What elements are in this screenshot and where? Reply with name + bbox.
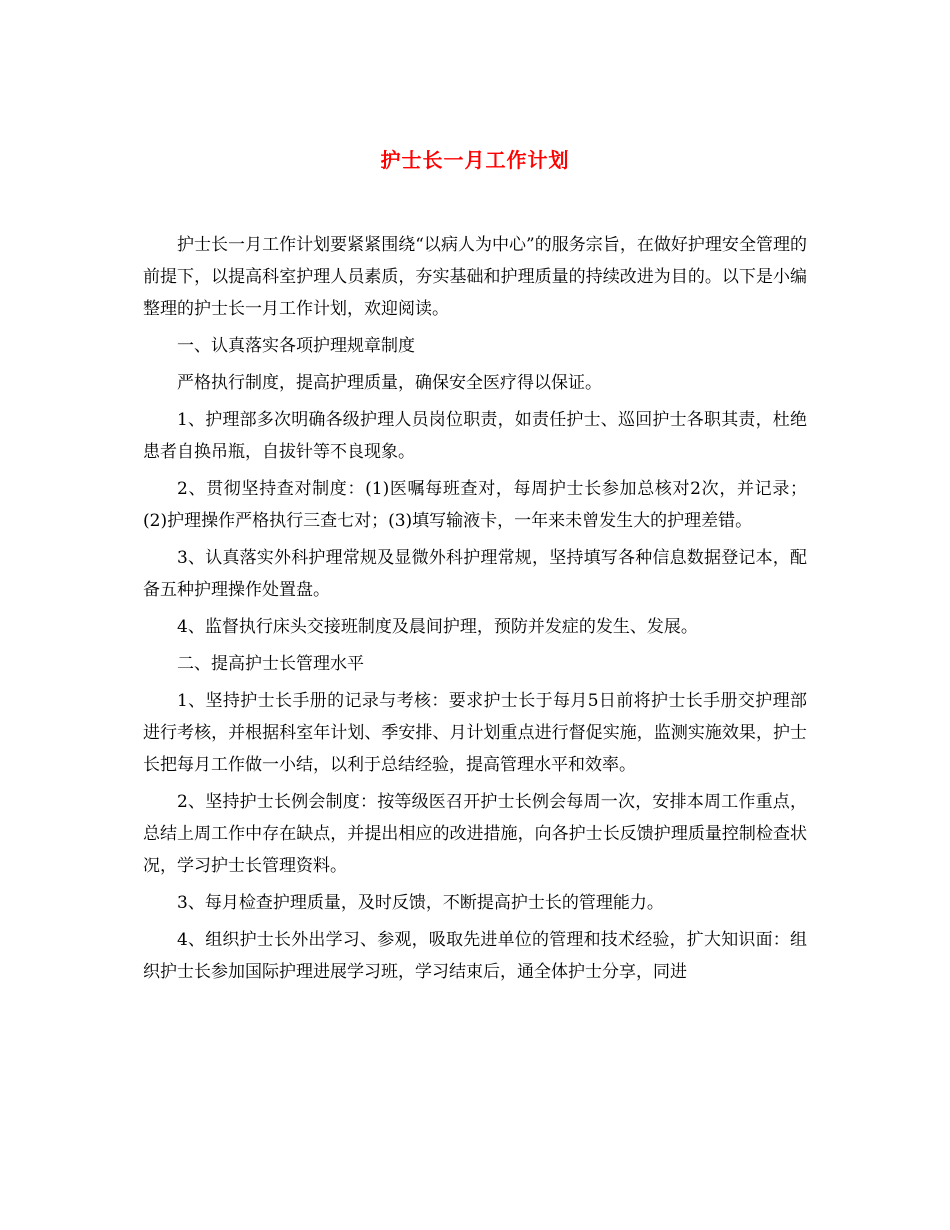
document-title: 护士长一月工作计划 [380, 148, 570, 172]
section-2-item-2: 2、坚持护士长例会制度：按等级医召开护士长例会每周一次，安排本周工作重点，总结上周工作中存在缺点，并提出相应的改进措施，向各护士长反馈护理质量控制检查状况，学习护士长管理资料。 [143, 792, 807, 876]
section-1-item-2: 2、贯彻坚持查对制度：(1)医嘱每班查对，每周护士长参加总核对2次，并记录；(2)护理操作严格执行三查七对；(3)填写输液卡，一年来未曾发生大的护理差错。 [143, 479, 807, 531]
section-1-item-1: 1、护理部多次明确各级护理人员岗位职责，如责任护士、巡回护士各职其责，杜绝患者自换吊瓶，自拔针等不良现象。 [143, 410, 807, 462]
document-body [143, 229, 807, 993]
intro-paragraph: 护士长一月工作计划要紧紧围绕“以病人为中心”的服务宗旨，在做好护理安全管理的前提下，以提高科室护理人员素质，夯实基础和护理质量的持续改进为目的。以下是小编整理的护士长一月工作计划，欢迎阅读。 [143, 235, 807, 319]
section-heading-2: 二、提高护士长管理水平 [177, 654, 364, 674]
section-2-item-4: 4、组织护士长外出学习、参观，吸取先进单位的管理和技术经验，扩大知识面：组织护士长参加国际护理进展学习班，学习结束后，通全体护士分享，同进 [143, 930, 807, 982]
section-1-item-3: 3、认真落实外科护理常规及显微外科护理常规，坚持填写各种信息数据登记本，配备五种护理操作处置盘。 [143, 548, 807, 600]
section-2-item-1: 1、坚持护士长手册的记录与考核：要求护士长于每月5日前将护士长手册交护理部进行考核，并根据科室年计划、季安排、月计划重点进行督促实施，监测实施效果，护士长把每月工作做一小结，以利于总结经验，提高管理水平和效率。 [143, 691, 807, 775]
section-1-summary: 严格执行制度，提高护理质量，确保安全医疗得以保证。 [177, 373, 602, 393]
section-2-item-3: 3、每月检查护理质量，及时反馈，不断提高护士长的管理能力。 [177, 893, 664, 913]
section-1-item-4: 4、监督执行床头交接班制度及晨间护理，预防并发症的发生、发展。 [177, 617, 698, 637]
section-heading-1: 一、认真落实各项护理规章制度 [177, 336, 415, 356]
